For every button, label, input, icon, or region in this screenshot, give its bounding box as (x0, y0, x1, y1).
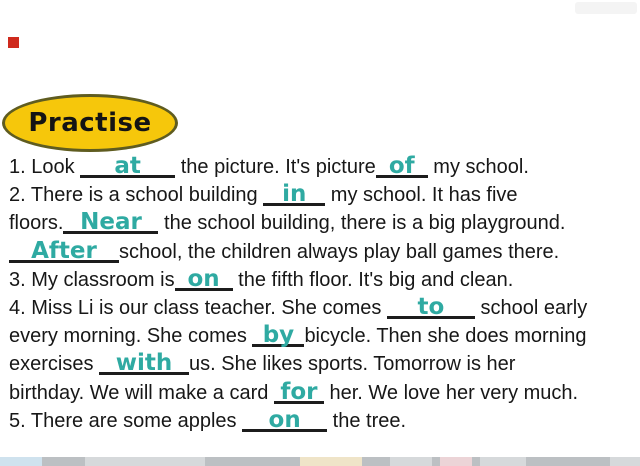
answer-blank: by (252, 326, 304, 347)
practise-badge (2, 94, 178, 152)
exercise-line (9, 181, 638, 209)
red-marker-square (8, 37, 19, 48)
bar-segment (610, 457, 640, 466)
answer-blank: Near (63, 213, 158, 234)
text-run: every morning. She comes (9, 325, 253, 348)
text-run: exercises (9, 353, 100, 376)
text-run: school, the children always play ball games there. (119, 240, 560, 263)
text-run: 2. There is a school building (9, 184, 264, 207)
text-run: the school building, there is a big playground. (158, 212, 566, 235)
text-run: 4. Miss Li is our class teacher. She comes (9, 296, 387, 319)
bar-segment (300, 457, 362, 466)
exercise-line (9, 379, 638, 407)
text-run: 3. My classroom is (9, 268, 175, 291)
bar-segment (85, 457, 205, 466)
answer-blank: in (263, 185, 325, 206)
practise-badge-label: Practise (28, 108, 152, 138)
answer-blank: After (9, 242, 119, 263)
exercise-line (9, 407, 638, 435)
text-run: my school. (427, 156, 529, 178)
exercise-line (9, 153, 638, 181)
text-run: birthday. We will make a card (9, 381, 274, 404)
answer-blank: to (387, 298, 475, 319)
text-run: the tree. (327, 409, 407, 432)
exercise-line (9, 322, 638, 350)
exercise-line (9, 294, 638, 322)
text-run: my school. It has five (325, 184, 518, 207)
bottom-edge-bar (0, 457, 640, 466)
answer-blank: of (376, 157, 428, 178)
text-run: floors. (9, 212, 64, 235)
text-run: her. We love her very much. (323, 381, 579, 404)
text-run: school early (474, 296, 588, 319)
text-run: us. She likes sports. Tomorrow is her (189, 353, 516, 376)
answer-blank: on (242, 411, 327, 432)
text-run: 5. There are some apples (9, 409, 243, 432)
watermark-smudge (575, 2, 637, 14)
exercise-line (9, 209, 638, 237)
text-run: bicycle. Then she does morning (304, 325, 587, 348)
bar-segment (390, 457, 432, 466)
bar-segment (480, 457, 526, 466)
text-run: 1. Look (9, 156, 81, 178)
bar-segment (440, 457, 472, 466)
text-run: the fifth floor. It's big and clean. (232, 268, 514, 291)
answer-blank: for (274, 383, 324, 404)
answer-blank: at (80, 157, 175, 178)
exercise-line (9, 350, 638, 378)
exercise-text (9, 153, 638, 435)
exercise-line (9, 238, 638, 266)
answer-blank: on (175, 270, 233, 291)
answer-blank: with (99, 354, 189, 375)
text-run: the picture. It's picture (175, 156, 376, 178)
bar-segment (0, 457, 42, 466)
exercise-line (9, 266, 638, 294)
